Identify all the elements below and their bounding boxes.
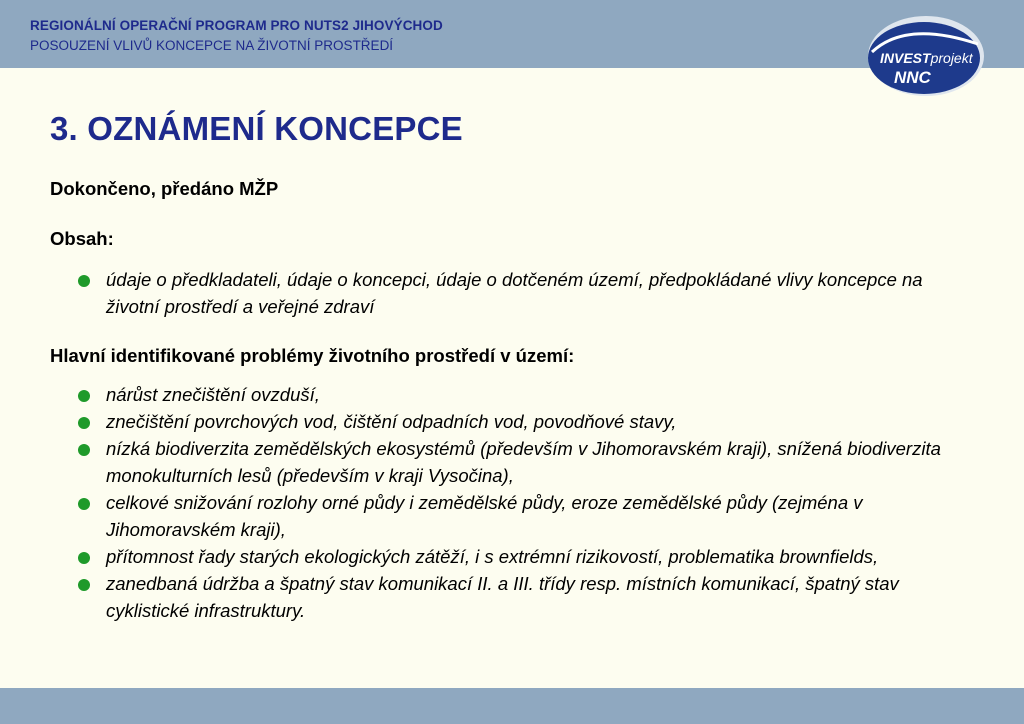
list-item: přítomnost řady starých ekologických zátěží, i s extrémní rizikovostí, problematika brownfields, (74, 543, 974, 570)
bullet-dot-icon (78, 498, 90, 510)
bullet-dot-icon (78, 444, 90, 456)
logo-brand-text: INVESTprojekt (880, 50, 973, 66)
status-text: Dokončeno, předáno MŽP (50, 178, 279, 199)
list-item: znečištění povrchových vod, čištění odpadních vod, povodňové stavy, (74, 408, 974, 435)
bullet-dot-icon (78, 417, 90, 429)
contents-list (74, 266, 974, 320)
problems-list (74, 381, 974, 624)
header-program-title: REGIONÁLNÍ OPERAČNÍ PROGRAM PRO NUTS2 JIHOVÝCHOD (30, 18, 443, 33)
bullet-dot-icon (78, 390, 90, 402)
contents-heading: Obsah: (50, 228, 114, 249)
problems-heading: Hlavní identifikované problémy životního prostředí v území: (50, 345, 575, 366)
list-item: nárůst znečištění ovzduší, (74, 381, 974, 408)
list-item: zanedbaná údržba a špatný stav komunikací II. a III. třídy resp. místních komunikací, špatný stav cyklistické infrastruktury. (74, 570, 974, 624)
bullet-dot-icon (78, 552, 90, 564)
bullet-dot-icon (78, 579, 90, 591)
page-title: 3. OZNÁMENÍ KONCEPCE (50, 110, 463, 147)
list-item: nízká biodiverzita zemědělských ekosystémů (především v Jihomoravském kraji), snížená biodiverzita monokulturních lesů (především v kraji Vysočina), (74, 435, 974, 489)
bullet-dot-icon (78, 275, 90, 287)
header-subtitle: POSOUZENÍ VLIVŮ KONCEPCE NA ŽIVOTNÍ PROSTŘEDÍ (30, 38, 394, 53)
investprojekt-logo (866, 14, 986, 98)
logo-sub-text: NNC (894, 68, 931, 87)
list-item: celkové snižování rozlohy orné půdy i zemědělské půdy, eroze zemědělské půdy (zejména v Jihomoravském kraji), (74, 489, 974, 543)
footer-band (0, 688, 1024, 724)
list-item: údaje o předkladateli, údaje o koncepci, údaje o dotčeném území, předpokládané vlivy koncepce na životní prostředí a veřejné zdraví (74, 266, 974, 320)
